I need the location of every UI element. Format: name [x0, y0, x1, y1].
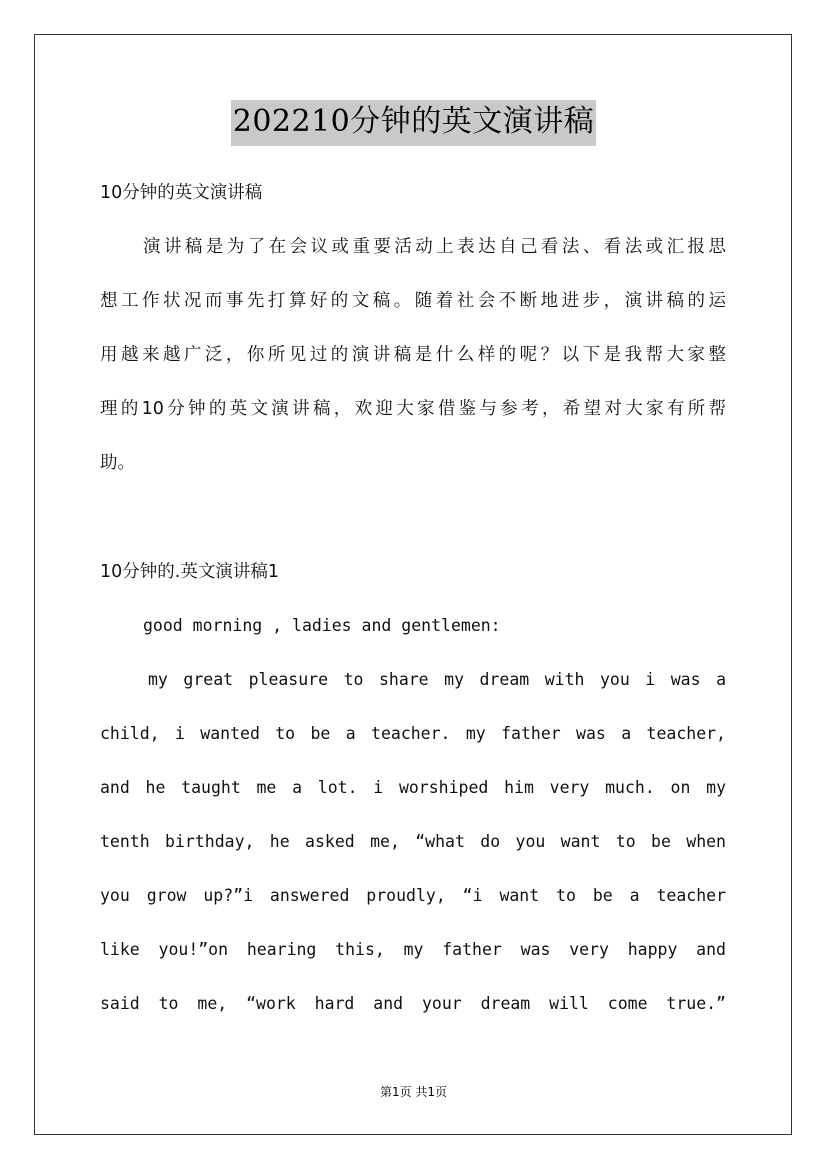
speech-line-1: my great pleasure to share my dream with you i was a [148, 670, 726, 689]
speech-greeting: good morning , ladies and gentlemen: [143, 616, 501, 635]
speech-line-7: said to me, “work hard and your dream will come true.” [100, 994, 726, 1013]
page-footer: 第1页 共1页 [379, 1085, 448, 1099]
title-container [0, 100, 827, 146]
intro-line-4: 理的10分钟的英文演讲稿，欢迎大家借鉴与参考，希望对大家有所帮 [100, 399, 726, 419]
document-title: 202210分钟的英文演讲稿 [231, 100, 597, 146]
speech-line-3: and he taught me a lot. i worshiped him very much. on my [100, 778, 726, 797]
section-heading: 10分钟的.英文演讲稿1 [100, 562, 279, 582]
speech-line-5: you grow up?”i answered proudly, “i want to be a teacher [100, 886, 726, 905]
speech-line-4: tenth birthday, he asked me, “what do you want to be when [100, 832, 726, 851]
intro-line-2: 想工作状况而事先打算好的文稿。随着社会不断地进步，演讲稿的运 [100, 291, 726, 311]
document-subtitle: 10分钟的英文演讲稿 [100, 183, 263, 203]
speech-line-2: child, i wanted to be a teacher. my father was a teacher, [100, 724, 726, 743]
intro-line-5: 助。 [100, 453, 135, 473]
intro-line-3: 用越来越广泛，你所见过的演讲稿是什么样的呢？以下是我帮大家整 [100, 345, 726, 365]
intro-line-1: 演讲稿是为了在会议或重要活动上表达自己看法、看法或汇报思 [143, 237, 726, 257]
speech-line-6: like you!”on hearing this, my father was very happy and [100, 940, 726, 959]
